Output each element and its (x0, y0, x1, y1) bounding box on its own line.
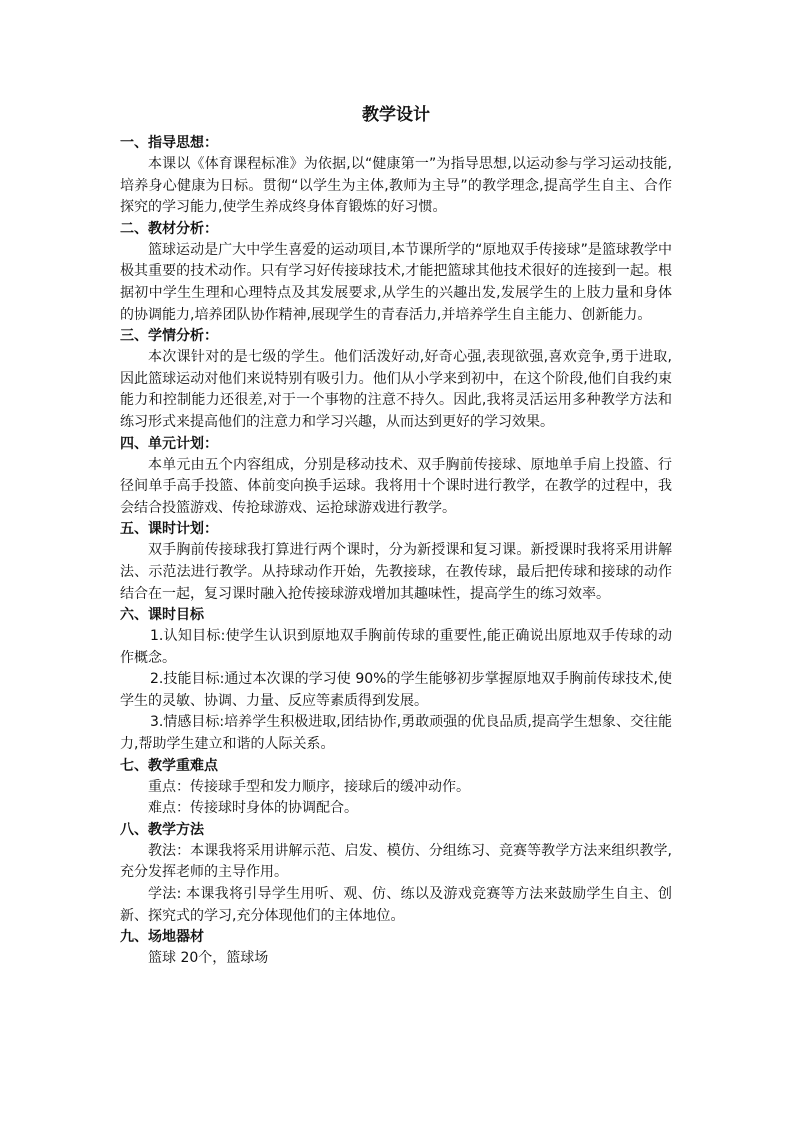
section-paragraph: 本次课针对的是七级的学生。他们活泼好动,好奇心强,表现欲强,喜欢竞争,勇于进取,因此篮球运动对他们来说特别有吸引力。他们从小学来到初中，在这个阶段,他们自我约束能力和控制能力还很差,对于一个事物的注意不持久。因此,我将灵活运用多种教学方法和练习形式来提高他们的注意力和学习兴趣，从而达到更好的学习效果。 (120, 349, 672, 430)
key-point: 重点：传接球手型和发力顺序，接球后的缓冲动作。 (148, 778, 470, 795)
section-paragraph: 篮球 20个，篮球场 (148, 950, 269, 967)
section-heading: 八、教学方法 (120, 821, 204, 838)
section-heading: 九、场地器材 (120, 929, 204, 946)
section-unit-plan (120, 434, 672, 520)
section-heading: 四、单元计划： (120, 435, 218, 452)
difficult-point: 难点：传接球时身体的协调配合。 (148, 800, 358, 817)
section-heading: 五、课时计划： (120, 521, 218, 538)
teaching-method: 教法：本课我将采用讲解示范、启发、模仿、分组练习、竞赛等教学方法来组织教学,充分发挥老师的主导作用。 (120, 842, 672, 881)
section-teaching-methods (120, 820, 672, 927)
section-heading: 七、教学重难点 (120, 757, 218, 774)
section-paragraph: 篮球运动是广大中学生喜爱的运动项目,本节课所学的“原地双手传接球”是篮球教学中极其重要的技术动作。只有学习好传接球技术,才能把篮球其他技术很好的连接到一起。根据初中学生生理和心理特点及其发展要求,从学生的兴趣出发,发展学生的上肢力量和身体的协调能力,培养团队协作精神,展现学生的青春活力,并培养学生自主能力、创新能力。 (120, 241, 672, 323)
section-lesson-objectives (120, 605, 672, 756)
section-venue-equipment (120, 927, 672, 970)
section-heading: 二、教材分析： (120, 220, 218, 237)
learning-method: 学法: 本课我将引导学生用听、观、仿、练以及游戏竞赛等方法来鼓励学生自主、创新、探究式的学习,充分体现他们的主体地位。 (120, 886, 672, 924)
objective-skill: 2.技能目标:通过本次课的学习使 90%的学生能够初步掌握原地双手胸前传球技术,使学生的灵敏、协调、力量、反应等素质得到发展。 (120, 671, 672, 709)
objective-emotional: 3.情感目标:培养学生积极进取,团结协作,勇敢顽强的优良品质,提高学生想象、交往能力,帮助学生建立和谐的人际关系。 (120, 714, 672, 753)
section-heading: 三、学情分析： (120, 328, 218, 345)
section-heading: 一、指导思想： (120, 135, 218, 151)
section-paragraph: 双手胸前传接球我打算进行两个课时，分为新授课和复习课。新授课时我将采用讲解法、示范法进行教学。从持球动作开始，先教接球，在教传球，最后把传球和接球的动作结合在一起，复习课时融入抢传接球游戏增加其趣味性，提高学生的练习效率。 (120, 542, 672, 602)
section-guiding-ideology (120, 133, 672, 219)
section-learner-analysis (120, 326, 672, 433)
section-paragraph: 本课以《体育课程标准》为依据,以“健康第一”为指导思想,以运动参与学习运动技能,培养身心健康为日标。贯彻“以学生为主体,教师为主导”的教学理念,提高学生自主、合作探究的学习能力,使学生养成终身体育锻炼的好习惯。 (120, 156, 672, 216)
document-title: 教学设计 (362, 105, 430, 125)
section-paragraph: 本单元由五个内容组成，分别是移动技术、双手胸前传接球、原地单手肩上投篮、行径间单手高手投篮、体前变向换手运球。我将用十个课时进行教学，在教学的过程中，我会结合投篮游戏、传抢球游戏、运抢球游戏进行教学。 (120, 456, 672, 516)
section-textbook-analysis (120, 219, 672, 326)
document-body (120, 103, 672, 970)
section-lesson-plan (120, 519, 672, 605)
section-key-difficult-points (120, 756, 672, 820)
section-heading: 六、课时目标 (120, 607, 204, 624)
objective-cognitive: 1.认知目标:使学生认识到原地双手胸前传球的重要性,能正确说出原地双手传球的动作概念。 (120, 628, 672, 666)
